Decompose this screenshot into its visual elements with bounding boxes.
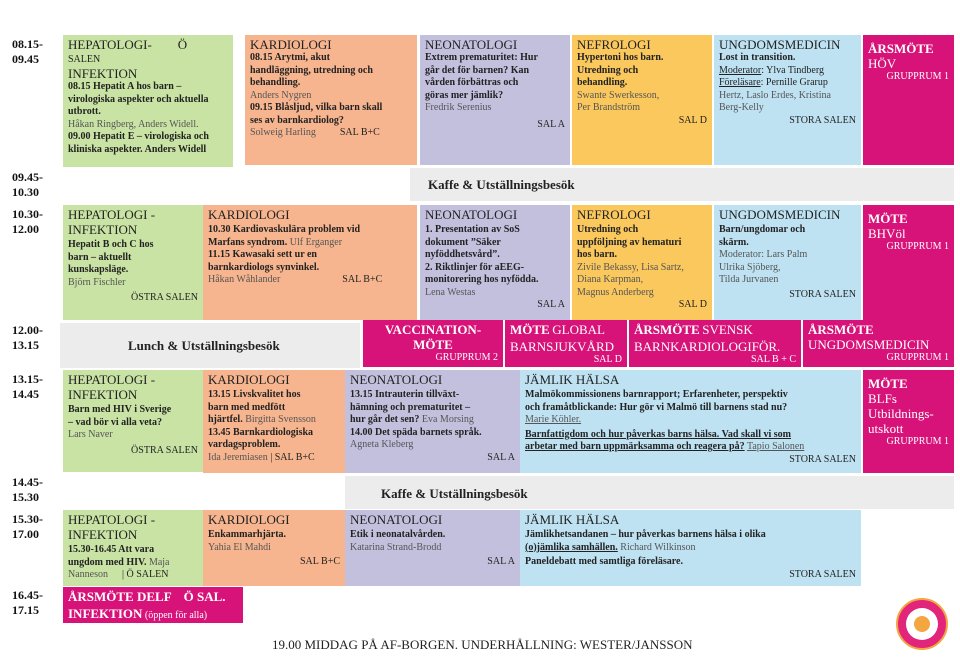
arsmote-ungdomsmedicin-session xyxy=(803,320,954,367)
time-1030: 10.30- 12.00 xyxy=(12,207,43,236)
speaker: Marie Köhler. xyxy=(525,414,582,425)
room: GRUPPRUM 1 xyxy=(886,241,949,252)
speaker: Richard Wilkinson xyxy=(620,541,696,553)
mote-bhvol-session xyxy=(863,205,954,320)
room: SAL B+C xyxy=(342,274,383,285)
speaker: Swante Swerkesson, xyxy=(577,89,660,101)
speaker: Lena Westas xyxy=(425,286,476,298)
room: STORA SALEN xyxy=(789,453,856,465)
room: SAL A xyxy=(537,299,565,310)
kardiologi-session-3: KARDIOLOGI 13.15 Livskvalitet hos barn med medfött hjärtfel. Birgitta Svensson 13.45 Barnkardiologiska vardagsproblem. Ida Jeremiasen | SAL B+C xyxy=(203,370,345,473)
session-subtitle: BLFs xyxy=(868,391,897,406)
speaker: Ulrika Sjöberg, xyxy=(719,261,781,273)
lunch-band xyxy=(60,323,360,368)
session-title: HEPATOLOGI - xyxy=(68,207,156,222)
room: STORA SALEN xyxy=(789,288,856,300)
session-title: KARDIOLOGI xyxy=(208,512,290,527)
talk-line: 09.00 Hepatit E – virologiska och xyxy=(68,131,209,142)
time-0945: 09.45- 10.30 xyxy=(12,170,43,199)
session-title: ÅRSMÖTE xyxy=(634,322,700,337)
talk-line: uppföljning av hematuri xyxy=(577,236,682,248)
session-subtitle: BARNKARDIOLOGIFÖR. xyxy=(634,338,781,354)
talk-line: handläggning, utredning och xyxy=(250,64,373,76)
room: ÖSTRA SALEN xyxy=(131,292,198,303)
talk-line: 08.15 Arytmi, akut xyxy=(250,52,330,63)
speaker: Diana Karpman, xyxy=(577,274,644,285)
neonatologi-session-2 xyxy=(420,205,570,320)
room: SAL B + C xyxy=(751,353,796,365)
talk-line: – vad bör vi alla veta? xyxy=(68,416,162,428)
session-title: MÖTE xyxy=(868,376,908,391)
session-title: UNGDOMSMEDICIN xyxy=(719,207,841,222)
jamlik-halsa-session-1 xyxy=(520,370,861,473)
talk-line: Lost in transition. xyxy=(719,52,796,63)
talk-line: Utredning och xyxy=(577,64,639,76)
room: GRUPPRUM 1 xyxy=(886,436,949,447)
logo-center xyxy=(914,616,930,632)
session-title: NEFROLOGI xyxy=(577,207,651,222)
talk-line: hur går det sen? xyxy=(350,414,420,425)
session-title: ÅRSMÖTE xyxy=(868,41,934,56)
vaccination-mote-session xyxy=(363,320,503,367)
neonatologi-session-4 xyxy=(345,510,520,586)
session-title-2: INFEKTION xyxy=(68,387,138,402)
talk-line: Jämlikhetsandanen – hur påverkas barnens hälsa i olika xyxy=(525,529,766,540)
talk-line: kunskapsläge. xyxy=(68,264,129,275)
talk-line: Utredning och xyxy=(577,224,639,235)
talk-line: (o)jämlika samhällen. xyxy=(525,541,618,553)
session-subtitle: Utbildnings- xyxy=(868,406,934,421)
conference-logo xyxy=(896,598,948,650)
room: SAL A xyxy=(537,118,565,130)
session-title: ÅRSMÖTE DELF xyxy=(68,589,172,604)
talk-line: 08.15 Hepatit A hos barn – xyxy=(68,81,182,92)
time-1445: 14.45- 15.30 xyxy=(12,475,43,504)
ungdomsmedicin-session-2 xyxy=(714,205,861,320)
speaker: Maja xyxy=(148,556,170,568)
room: GRUPPRUM 1 xyxy=(886,352,949,363)
session-title-2: INFEKTION xyxy=(68,605,143,621)
session-title-2: INFEKTION xyxy=(68,66,138,81)
speaker: Lars Naver xyxy=(68,429,113,440)
speaker: Tilda Jurvanen xyxy=(719,274,779,285)
talk-line: 13.15 Livskvalitet hos xyxy=(208,389,301,400)
kardiologi-session-1 xyxy=(245,35,417,165)
lecturers-label: Föreläsare xyxy=(719,77,761,88)
talk-line: göras mer jämlik? xyxy=(425,89,504,101)
session-title-2: INFEKTION xyxy=(68,527,138,542)
talk-line: vardagsproblem. xyxy=(208,439,281,450)
session-title: MÖTE xyxy=(868,211,908,226)
talk-line: Marfans syndrom. xyxy=(208,236,288,248)
session-subtitle: BHVöl xyxy=(868,226,906,241)
room: GRUPPRUM 1 xyxy=(886,71,949,82)
room: STORA SALEN xyxy=(789,114,856,126)
speaker: Ulf Erganger xyxy=(289,236,343,248)
talk-line: 10.30 Kardiovaskulära problem vid xyxy=(208,224,361,235)
time-1200: 12.00- 13.15 xyxy=(12,323,43,352)
talk-line: behandling. xyxy=(577,77,628,88)
coffee-break-label-1: Kaffe & Utställningsbesök xyxy=(428,177,575,192)
talk-line: skärm. xyxy=(719,236,749,248)
session-title: JÄMLIK HÄLSA xyxy=(525,512,620,527)
neonatologi-session-1 xyxy=(420,35,570,165)
session-subtitle: BARNSJUKVÅRD xyxy=(510,338,615,354)
room: SAL D xyxy=(678,114,707,126)
arsmote-svensk-barnkardiologi-session xyxy=(629,320,801,367)
talk-line: behandling. xyxy=(250,77,301,88)
talk-line: Barn med HIV i Sverige xyxy=(68,404,172,415)
nefrologi-session-1 xyxy=(572,35,712,165)
speaker: Solweig Harling xyxy=(250,127,316,138)
hepatologi-session-1 xyxy=(63,35,233,167)
session-title-2: SVENSK xyxy=(702,322,753,337)
speaker: Håkan Wåhlander xyxy=(208,274,281,285)
time-0815: 08.15- 09.45 xyxy=(12,37,43,66)
talk-line: Malmökommissionens barnrapport; Erfarenheter, perspektiv xyxy=(525,389,788,400)
room: STORA SALEN xyxy=(789,568,856,580)
kardiologi-session-4 xyxy=(203,510,345,586)
room: SAL D xyxy=(678,299,707,310)
session-title: NEONATOLOGI xyxy=(350,372,443,387)
speaker: Moderator: Lars Palm xyxy=(719,249,808,260)
speaker: Tapio Salonen xyxy=(746,441,805,452)
session-title: NEONATOLOGI xyxy=(425,37,518,52)
arsmote-hov-session xyxy=(863,35,954,165)
speaker: Hertz, Laslo Erdes, Kristina xyxy=(719,89,831,101)
kardiologi-session-2 xyxy=(203,205,417,320)
mote-global-barnsjukvard-session xyxy=(505,320,627,367)
talk-line: Hypertoni hos barn. xyxy=(577,52,664,63)
jamlik-halsa-session-2 xyxy=(520,510,861,586)
talk-line: kliniska aspekter. Anders Widell xyxy=(68,143,207,155)
hepatologi-session-3 xyxy=(63,370,203,472)
talk-line: Barn/ungdomar och xyxy=(719,224,806,235)
talk-line: 14.00 Det späda barnets språk. xyxy=(350,426,482,438)
speaker: Eva Morsing xyxy=(421,414,474,425)
talk-line: 15.30-16.45 Att vara xyxy=(68,544,155,555)
talk-line: 09.15 Blåsljud, vilka barn skall xyxy=(250,102,383,113)
session-title: UNGDOMSMEDICIN xyxy=(719,37,841,52)
session-title: JÄMLIK HÄLSA xyxy=(525,372,620,387)
talk-line: hos barn. xyxy=(577,249,618,260)
speaker: Magnus Anderberg xyxy=(577,286,654,298)
speaker: Ida Jeremiasen xyxy=(208,451,268,463)
room: SAL D xyxy=(593,353,622,365)
time-1315: 13.15- 14.45 xyxy=(12,372,43,401)
talk-line: nyföddhetsvård”. xyxy=(425,249,500,260)
talk-line: dokument ”Säker xyxy=(425,236,501,248)
speaker: Anders Nygren xyxy=(250,89,312,101)
talk-line: barn – aktuellt xyxy=(68,251,132,263)
hepatologi-session-2 xyxy=(63,205,203,320)
room: SAL B+C xyxy=(339,127,380,138)
speaker: Nanneson xyxy=(68,569,108,580)
lunch-label: Lunch & Utställningsbesök xyxy=(128,338,280,353)
session-title: MÖTE xyxy=(510,322,550,337)
speaker: Agneta Kleberg xyxy=(350,439,414,450)
talk-line: hämning och prematuritet – xyxy=(350,401,471,413)
session-title: KARDIOLOGI xyxy=(250,37,332,52)
talk-line: virologiska aspekter och aktuella xyxy=(68,93,209,105)
hepatologi-session-4: HEPATOLOGI - INFEKTION 15.30-16.45 Att vara ungdom med HIV. Maja Nanneson | Ö SALEN xyxy=(63,510,203,586)
room: SAL B+C xyxy=(300,556,340,567)
speaker: Håkan Ringberg, Anders Widell. xyxy=(68,118,199,130)
room: SAL A xyxy=(487,556,515,567)
talk-line: 13.15 Intrauterin tillväxt- xyxy=(350,389,460,400)
room: GRUPPRUM 2 xyxy=(435,352,498,363)
talk-line: utbrott. xyxy=(68,106,101,117)
talk-line: 13.45 Barnkardiologiska xyxy=(208,426,314,438)
session-title: HEPATOLOGI - xyxy=(68,372,156,387)
session-title-2: INFEKTION xyxy=(68,222,138,237)
nefrologi-session-2 xyxy=(572,205,712,320)
session-title-2: GLOBAL xyxy=(552,322,605,337)
talk-line: ses av barnkardiolog? xyxy=(250,114,344,126)
talk-line: Enkammarhjärta. xyxy=(208,529,287,540)
talk-line: Paneldebatt med samtliga föreläsare. xyxy=(525,556,683,567)
room: Ö SAL. xyxy=(183,589,226,604)
session-title-2: MÖTE xyxy=(413,337,453,352)
coffee-break-band-1 xyxy=(410,168,954,201)
room: SAL A xyxy=(487,451,515,463)
room-o: Ö xyxy=(177,37,188,52)
session-subtitle: UNGDOMSMEDICIN xyxy=(808,337,930,352)
talk-line: Barnfattigdom och hur påverkas barns hälsa. Vad skall vi som xyxy=(525,428,791,440)
session-title: ÅRSMÖTE xyxy=(808,322,874,337)
neonatologi-session-3 xyxy=(345,370,520,473)
coffee-break-label-2: Kaffe & Utställningsbesök xyxy=(381,486,528,501)
talk-line: barn med medfött xyxy=(208,401,286,413)
talk-line: hjärtfel. xyxy=(208,414,243,425)
speaker: Fredrik Serenius xyxy=(425,102,492,113)
speaker: Yahia El Mahdi xyxy=(208,541,271,553)
talk-line: barnkardiologs synvinkel. xyxy=(208,261,320,273)
talk-line: vården förbättras och xyxy=(425,77,519,88)
talk-line: Etik i neonatalvården. xyxy=(350,529,446,540)
session-title: NEFROLOGI xyxy=(577,37,651,52)
speaker: Björn Fischler xyxy=(68,276,126,288)
speaker: Zivile Bekassy, Lisa Sartz, xyxy=(577,261,684,273)
session-subtitle: utskott xyxy=(868,421,904,436)
speaker: Katarina Strand-Brodd xyxy=(350,541,442,553)
session-note: (öppen för alla) xyxy=(144,609,208,621)
room: Ö SALEN xyxy=(126,569,169,580)
room: ÖSTRA SALEN xyxy=(131,444,198,456)
room: SAL B+C xyxy=(274,451,315,463)
talk-line: 11.15 Kawasaki sett ur en xyxy=(208,249,317,260)
talk-line: och framåtblickande: Hur gör vi Malmö till barnens stad nu? xyxy=(525,401,788,413)
session-title: KARDIOLOGI xyxy=(208,207,290,222)
room-salen: SALEN xyxy=(68,53,101,65)
lecturers-name: : Pernille Grarup xyxy=(760,77,828,88)
session-title: NEONATOLOGI xyxy=(425,207,518,222)
time-1645: 16.45- 17.15 xyxy=(12,588,43,617)
talk-line: monitorering hos nyfödda. xyxy=(425,274,539,285)
moderator-name: : Ylva Tindberg xyxy=(761,64,825,76)
mote-blfs-session xyxy=(863,370,954,473)
dinner-note: 19.00 MIDDAG PÅ AF-BORGEN. UNDERHÅLLNING: WESTER/JANSSON xyxy=(272,637,693,652)
session-title: HEPATOLOGI - xyxy=(68,512,156,527)
moderator-label: Moderator xyxy=(719,64,762,76)
session-title: HEPATOLOGI- xyxy=(68,37,152,52)
session-subtitle: HÖV xyxy=(868,56,897,71)
speaker: Per Brandström xyxy=(577,102,641,113)
talk-line: 1. Presentation av SoS xyxy=(425,224,520,235)
talk-line: arbetar med barn uppmärksamma och reagera på? xyxy=(525,441,745,452)
talk-line: 2. Riktlinjer för aEEG- xyxy=(425,261,525,273)
talk-line: ungdom med HIV. xyxy=(68,556,147,568)
talk-line: Extrem prematuritet: Hur xyxy=(425,52,538,63)
speaker: Birgitta Svensson xyxy=(245,414,316,425)
speaker: Berg-Kelly xyxy=(719,102,764,113)
coffee-break-band-2 xyxy=(345,476,954,509)
session-title: KARDIOLOGI xyxy=(208,372,290,387)
ungdomsmedicin-session-1 xyxy=(714,35,861,165)
talk-line: går det för barnen? Kan xyxy=(425,64,530,76)
arsmote-delf-session xyxy=(63,587,243,623)
session-title: NEONATOLOGI xyxy=(350,512,443,527)
talk-line: Hepatit B och C hos xyxy=(68,239,154,250)
session-title: VACCINATION- xyxy=(384,322,482,337)
time-1530: 15.30- 17.00 xyxy=(12,512,43,541)
